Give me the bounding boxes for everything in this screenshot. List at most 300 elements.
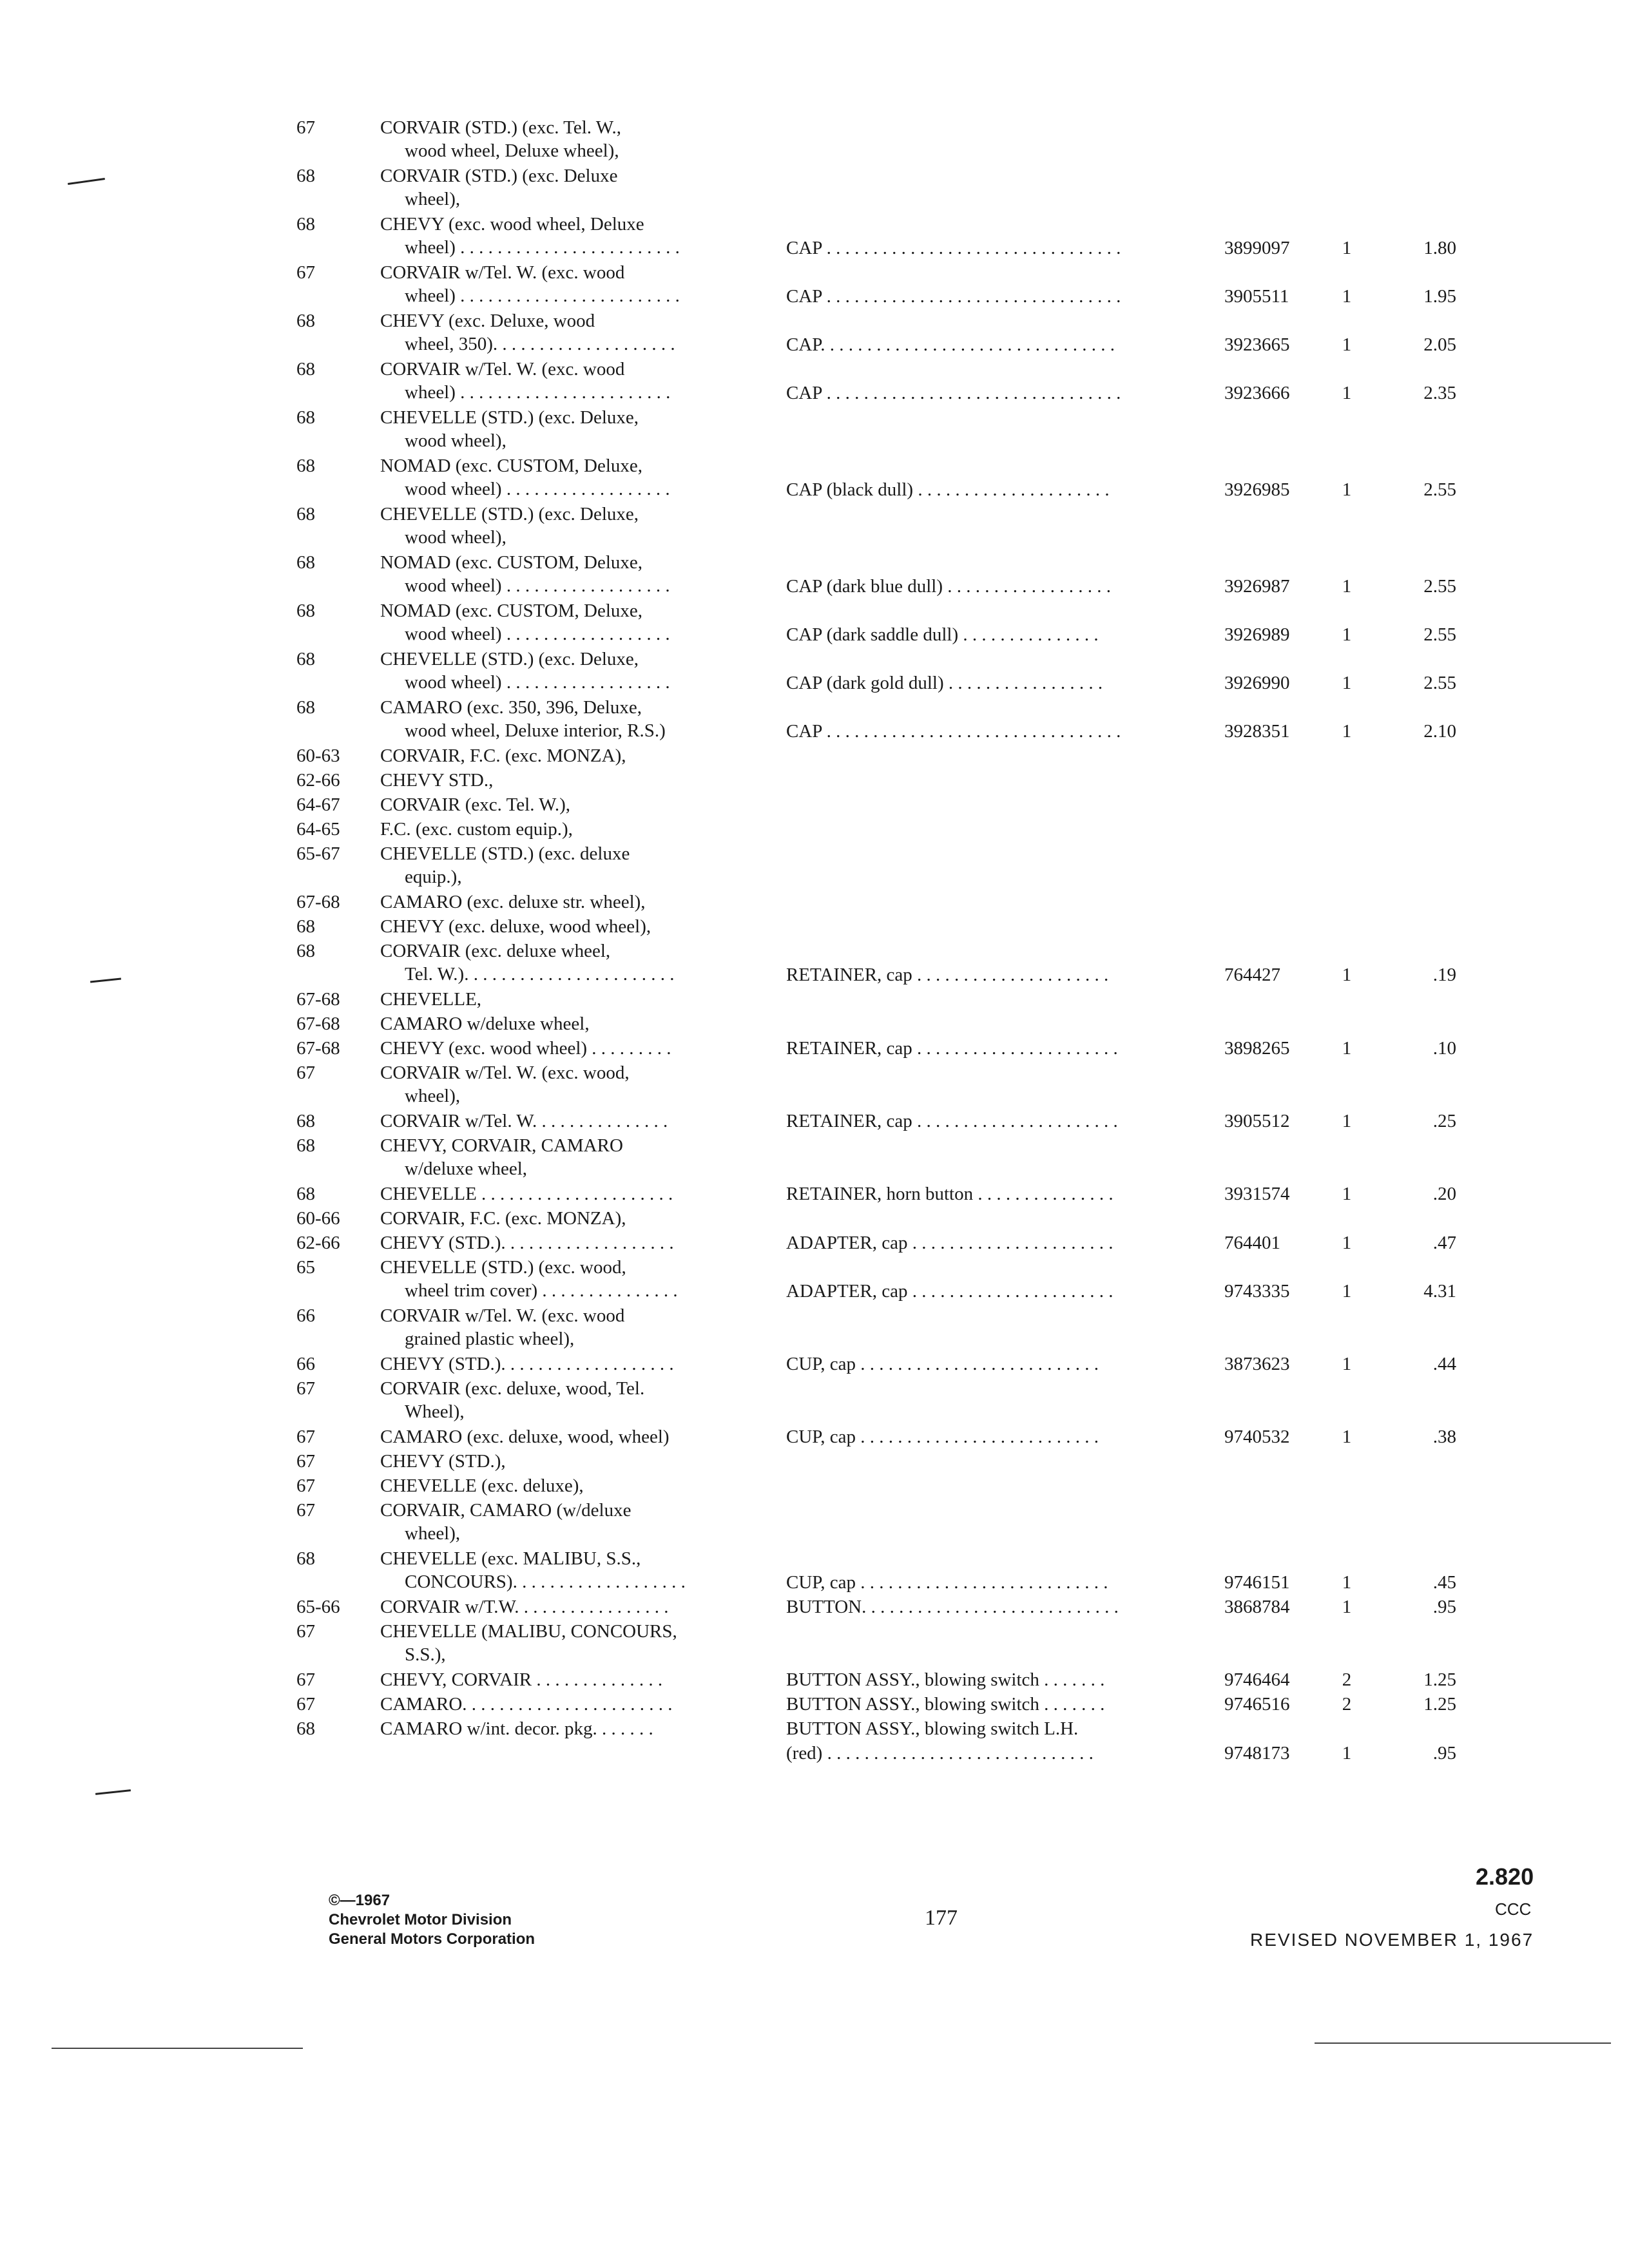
model-description <box>380 261 780 307</box>
parts-row <box>0 1742 1629 1765</box>
model-line: CHEVELLE, <box>380 989 482 1010</box>
parts-row <box>0 503 1629 550</box>
model-description <box>380 1231 780 1254</box>
parts-row <box>0 1012 1629 1036</box>
part-description: CAP (dark blue dull) . . . . . . . . . . . . . . . . . . <box>786 576 1111 597</box>
price: 1.95 <box>1423 286 1456 307</box>
part-number: 9746151 <box>1224 1572 1290 1593</box>
model-line: wheel) . . . . . . . . . . . . . . . . . . . . . . . <box>405 382 671 403</box>
quantity: 1 <box>1342 1572 1352 1593</box>
model-line: wood wheel) . . . . . . . . . . . . . . . . . . <box>405 624 670 644</box>
price: 2.35 <box>1423 383 1456 403</box>
model-line: CORVAIR (exc. deluxe wheel, <box>380 941 611 961</box>
model-line: NOMAD (exc. CUSTOM, Deluxe, <box>380 601 643 621</box>
part-number: 9740532 <box>1224 1427 1290 1447</box>
model-line: CHEVY (exc. deluxe, wood wheel), <box>380 916 651 937</box>
quantity: 1 <box>1342 286 1352 307</box>
part-description: BUTTON. . . . . . . . . . . . . . . . . . . . . . . . . . . . <box>786 1597 1119 1617</box>
model-line: CHEVELLE (STD.) (exc. Deluxe, <box>380 649 639 669</box>
parts-row <box>0 648 1629 695</box>
model-year: 65 <box>296 1257 315 1278</box>
parts-row <box>0 406 1629 454</box>
model-line: CHEVELLE (STD.) (exc. Deluxe, <box>380 504 639 524</box>
part-number: 3926987 <box>1224 576 1290 597</box>
model-line: CHEVELLE (STD.) (exc. wood, <box>380 1257 626 1278</box>
model-description <box>380 164 780 211</box>
model-year: 66 <box>296 1305 315 1326</box>
model-line: CHEVY (exc. wood wheel, Deluxe <box>380 214 644 235</box>
quantity: 1 <box>1342 624 1352 645</box>
model-description <box>380 648 780 694</box>
quantity: 1 <box>1342 1427 1352 1447</box>
model-line: wheel), <box>405 1523 461 1544</box>
parts-row <box>0 1693 1629 1716</box>
price: 2.10 <box>1423 721 1456 742</box>
model-year: 68 <box>296 1548 315 1569</box>
part-description: CUP, cap . . . . . . . . . . . . . . . . . . . . . . . . . . <box>786 1354 1099 1374</box>
model-year: 68 <box>296 166 315 186</box>
model-year: 68 <box>296 649 315 669</box>
model-line: wheel), <box>405 189 461 209</box>
part-number: 764401 <box>1224 1233 1280 1253</box>
model-line: CAMARO (exc. 350, 396, Deluxe, <box>380 697 642 718</box>
model-line: wood wheel) . . . . . . . . . . . . . . . . . . <box>405 575 670 596</box>
parts-row <box>0 213 1629 260</box>
quantity: 1 <box>1342 1281 1352 1302</box>
parts-row <box>0 939 1629 987</box>
price: .44 <box>1432 1354 1456 1374</box>
parts-row <box>0 1474 1629 1498</box>
model-description <box>380 1182 780 1206</box>
price: 2.55 <box>1423 673 1456 693</box>
model-line: CHEVY (exc. wood wheel) . . . . . . . . . <box>380 1038 671 1059</box>
quantity: 2 <box>1342 1669 1352 1690</box>
model-year: 68 <box>296 407 315 428</box>
parts-row <box>0 1425 1629 1449</box>
parts-row <box>0 1207 1629 1231</box>
model-description <box>380 1474 780 1497</box>
part-description: CAP . . . . . . . . . . . . . . . . . . . . . . . . . . . . . . . . <box>786 238 1121 258</box>
model-year: 67 <box>296 1694 315 1715</box>
model-year: 68 <box>296 552 315 573</box>
model-year: 68 <box>296 456 315 476</box>
quantity: 1 <box>1342 334 1352 355</box>
model-description <box>380 1256 780 1302</box>
model-description <box>380 1207 780 1230</box>
part-description: BUTTON ASSY., blowing switch . . . . . . . <box>786 1694 1105 1715</box>
parts-row <box>0 164 1629 212</box>
bottom-rule-left <box>52 2048 303 2049</box>
model-line: wood wheel), <box>405 527 506 548</box>
part-number: 9748173 <box>1224 1743 1290 1763</box>
parts-row <box>0 261 1629 309</box>
quantity: 2 <box>1342 1694 1352 1715</box>
price: .10 <box>1432 1038 1456 1059</box>
parts-row <box>0 454 1629 502</box>
model-year: 68 <box>296 311 315 331</box>
part-description: RETAINER, cap . . . . . . . . . . . . . . . . . . . . . . <box>786 1111 1118 1131</box>
part-description: CAP . . . . . . . . . . . . . . . . . . . . . . . . . . . . . . . . <box>786 721 1121 742</box>
model-year: 68 <box>296 359 315 380</box>
parts-row <box>0 696 1629 744</box>
model-line: CAMARO (exc. deluxe str. wheel), <box>380 892 646 912</box>
part-number: 3873623 <box>1224 1354 1290 1374</box>
model-line: CHEVELLE (STD.) (exc. Deluxe, <box>380 407 639 428</box>
price: .47 <box>1432 1233 1456 1253</box>
model-year: 68 <box>296 941 315 961</box>
model-line: F.C. (exc. custom equip.), <box>380 819 573 840</box>
price: 1.25 <box>1423 1694 1456 1715</box>
model-line: wheel), <box>405 1086 461 1106</box>
part-number: 3905511 <box>1224 286 1289 307</box>
model-year: 67 <box>296 1621 315 1642</box>
quantity: 1 <box>1342 965 1352 985</box>
parts-row <box>0 1717 1629 1741</box>
model-year: 67-68 <box>296 1014 340 1034</box>
model-line: CHEVY (STD.), <box>380 1451 506 1472</box>
parts-row <box>0 309 1629 357</box>
part-description: CUP, cap . . . . . . . . . . . . . . . . . . . . . . . . . . . <box>786 1572 1108 1593</box>
parts-row <box>0 890 1629 914</box>
price: .20 <box>1432 1184 1456 1204</box>
price: .25 <box>1432 1111 1456 1131</box>
parts-row <box>0 1595 1629 1619</box>
model-description <box>380 503 780 549</box>
model-year: 67-68 <box>296 1038 340 1059</box>
parts-row <box>0 1377 1629 1425</box>
quantity: 1 <box>1342 1354 1352 1374</box>
parts-row <box>0 769 1629 793</box>
part-number: 3868784 <box>1224 1597 1290 1617</box>
part-description: RETAINER, cap . . . . . . . . . . . . . . . . . . . . . <box>786 965 1109 985</box>
part-description: (red) . . . . . . . . . . . . . . . . . . . . . . . . . . . . . <box>786 1743 1094 1763</box>
quantity: 1 <box>1342 576 1352 597</box>
section-number: 2.820 <box>1476 1863 1534 1890</box>
model-year: 67 <box>296 1378 315 1399</box>
model-year: 66 <box>296 1354 315 1374</box>
model-description <box>380 890 780 914</box>
model-line: CHEVY (STD.). . . . . . . . . . . . . . . . . . . <box>380 1233 674 1253</box>
model-line: wood wheel) . . . . . . . . . . . . . . . . . . <box>405 672 670 693</box>
price: 2.55 <box>1423 576 1456 597</box>
parts-row <box>0 1547 1629 1595</box>
model-description <box>380 1134 780 1180</box>
parts-row <box>0 358 1629 405</box>
model-description <box>380 769 780 792</box>
quantity: 1 <box>1342 1743 1352 1763</box>
price: .95 <box>1432 1597 1456 1617</box>
price: 2.55 <box>1423 479 1456 500</box>
model-description <box>380 1377 780 1423</box>
part-description: CAP (dark gold dull) . . . . . . . . . . . . . . . . . <box>786 673 1103 693</box>
part-description: RETAINER, horn button . . . . . . . . . . . . . . . <box>786 1184 1113 1204</box>
model-line: CHEVELLE . . . . . . . . . . . . . . . . . . . . . <box>380 1184 673 1204</box>
model-line: CORVAIR w/Tel. W. . . . . . . . . . . . . . . <box>380 1111 668 1131</box>
model-year: 68 <box>296 1718 315 1739</box>
price: .95 <box>1432 1743 1456 1763</box>
part-number: 764427 <box>1224 965 1280 985</box>
model-line: Wheel), <box>405 1401 465 1422</box>
model-description <box>380 939 780 986</box>
part-description: ADAPTER, cap . . . . . . . . . . . . . . . . . . . . . . <box>786 1281 1113 1302</box>
model-description <box>380 1425 780 1448</box>
model-line: CHEVY, CORVAIR, CAMARO <box>380 1135 623 1156</box>
model-line: CAMARO w/int. decor. pkg. . . . . . . <box>380 1718 653 1739</box>
model-line: CHEVY (STD.). . . . . . . . . . . . . . . . . . . <box>380 1354 674 1374</box>
model-description <box>380 988 780 1011</box>
quantity: 1 <box>1342 1233 1352 1253</box>
parts-row <box>0 1110 1629 1133</box>
model-line: CORVAIR w/Tel. W. (exc. wood <box>380 1305 625 1326</box>
quantity: 1 <box>1342 383 1352 403</box>
model-year: 67 <box>296 1669 315 1690</box>
copyright-line: ©—1967 <box>329 1892 390 1909</box>
model-year: 67 <box>296 117 315 138</box>
model-description <box>380 1012 780 1035</box>
model-line: wheel trim cover) . . . . . . . . . . . . . . . <box>405 1280 678 1301</box>
model-description <box>380 1110 780 1133</box>
part-number: 9746464 <box>1224 1669 1290 1690</box>
model-description <box>380 1620 780 1666</box>
quantity: 1 <box>1342 1184 1352 1204</box>
parts-row <box>0 793 1629 817</box>
model-line: CORVAIR (exc. deluxe, wood, Tel. <box>380 1378 645 1399</box>
price: .19 <box>1432 965 1456 985</box>
model-line: CORVAIR, F.C. (exc. MONZA), <box>380 745 626 766</box>
model-line: w/deluxe wheel, <box>405 1158 528 1179</box>
model-description <box>380 1304 780 1350</box>
parts-row <box>0 988 1629 1012</box>
model-description <box>380 1595 780 1619</box>
model-line: wood wheel) . . . . . . . . . . . . . . . . . . <box>405 479 670 499</box>
model-description <box>380 1352 780 1376</box>
part-number: 3931574 <box>1224 1184 1290 1204</box>
model-line: wood wheel, Deluxe wheel), <box>405 140 619 161</box>
catalog-code: CCC <box>1495 1899 1532 1919</box>
copyright-block <box>329 1891 535 1949</box>
parts-row <box>0 818 1629 841</box>
model-year: 68 <box>296 1111 315 1131</box>
model-description <box>380 1037 780 1060</box>
model-description <box>380 793 780 816</box>
model-year: 64-67 <box>296 794 340 815</box>
model-year: 67 <box>296 1427 315 1447</box>
model-line: CAMARO. . . . . . . . . . . . . . . . . . . . . . . <box>380 1694 673 1715</box>
model-year: 62-66 <box>296 770 340 791</box>
binder-hole-mark <box>95 1789 131 1795</box>
quantity: 1 <box>1342 1597 1352 1617</box>
model-line: wheel, 350). . . . . . . . . . . . . . . . . . . . <box>405 334 675 354</box>
corporation-line: General Motors Corporation <box>329 1930 535 1948</box>
model-year: 68 <box>296 214 315 235</box>
parts-row <box>0 744 1629 768</box>
model-year: 67 <box>296 1062 315 1083</box>
model-line: wheel) . . . . . . . . . . . . . . . . . . . . . . . . <box>405 237 680 258</box>
quantity: 1 <box>1342 673 1352 693</box>
model-year: 67 <box>296 262 315 283</box>
parts-row <box>0 1450 1629 1474</box>
model-description <box>380 599 780 646</box>
model-description <box>380 551 780 597</box>
model-description <box>380 309 780 356</box>
price: 1.80 <box>1423 238 1456 258</box>
model-description <box>380 1450 780 1473</box>
part-description: CAP (black dull) . . . . . . . . . . . . . . . . . . . . . <box>786 479 1110 500</box>
model-line: CORVAIR, F.C. (exc. MONZA), <box>380 1208 626 1229</box>
parts-row <box>0 842 1629 890</box>
price: .45 <box>1432 1572 1456 1593</box>
model-description <box>380 915 780 938</box>
price: .38 <box>1432 1427 1456 1447</box>
quantity: 1 <box>1342 721 1352 742</box>
model-year: 62-66 <box>296 1233 340 1253</box>
model-line: NOMAD (exc. CUSTOM, Deluxe, <box>380 456 643 476</box>
quantity: 1 <box>1342 1111 1352 1131</box>
part-number: 9743335 <box>1224 1281 1290 1302</box>
model-description <box>380 1547 780 1593</box>
part-number: 3923666 <box>1224 383 1290 403</box>
quantity: 1 <box>1342 479 1352 500</box>
parts-row <box>0 1037 1629 1061</box>
price: 1.25 <box>1423 1669 1456 1690</box>
model-year: 67-68 <box>296 892 340 912</box>
model-line: CAMARO (exc. deluxe, wood, wheel) <box>380 1427 670 1447</box>
part-description: CAP (dark saddle dull) . . . . . . . . . . . . . . . <box>786 624 1099 645</box>
part-description: CUP, cap . . . . . . . . . . . . . . . . . . . . . . . . . . <box>786 1427 1099 1447</box>
part-number: 3898265 <box>1224 1038 1290 1059</box>
model-line: CHEVY STD., <box>380 770 494 791</box>
part-number: 3926985 <box>1224 479 1290 500</box>
revision-date: REVISED NOVEMBER 1, 1967 <box>1250 1930 1534 1950</box>
part-number: 3926990 <box>1224 673 1290 693</box>
price: 2.55 <box>1423 624 1456 645</box>
part-description: BUTTON ASSY., blowing switch L.H. <box>786 1718 1079 1739</box>
parts-row <box>0 1256 1629 1303</box>
price: 4.31 <box>1423 1281 1456 1302</box>
model-description <box>380 842 780 889</box>
quantity: 1 <box>1342 238 1352 258</box>
model-line: CORVAIR w/Tel. W. (exc. wood <box>380 262 625 283</box>
model-year: 65-66 <box>296 1597 340 1617</box>
model-description <box>380 1693 780 1716</box>
parts-row <box>0 551 1629 599</box>
model-line: CORVAIR (STD.) (exc. Tel. W., <box>380 117 621 138</box>
model-year: 65-67 <box>296 843 340 864</box>
parts-row <box>0 1304 1629 1352</box>
model-line: CHEVELLE (exc. MALIBU, S.S., <box>380 1548 641 1569</box>
model-line: wood wheel), <box>405 430 506 451</box>
model-description <box>380 358 780 404</box>
model-year: 67-68 <box>296 989 340 1010</box>
model-line: CORVAIR w/Tel. W. (exc. wood <box>380 359 625 380</box>
model-description <box>380 818 780 841</box>
model-line: CONCOURS). . . . . . . . . . . . . . . . . . . <box>405 1571 686 1592</box>
model-description <box>380 1717 780 1740</box>
parts-row <box>0 915 1629 939</box>
model-line: NOMAD (exc. CUSTOM, Deluxe, <box>380 552 643 573</box>
model-line: wheel) . . . . . . . . . . . . . . . . . . . . . . . . <box>405 285 680 306</box>
model-year: 68 <box>296 1135 315 1156</box>
model-line: CORVAIR w/Tel. W. (exc. wood, <box>380 1062 630 1083</box>
model-year: 64-65 <box>296 819 340 840</box>
part-number: 3923665 <box>1224 334 1290 355</box>
model-line: Tel. W.). . . . . . . . . . . . . . . . . . . . . . . <box>405 964 675 985</box>
model-line: CAMARO w/deluxe wheel, <box>380 1014 590 1034</box>
model-line: CORVAIR w/T.W. . . . . . . . . . . . . . . . . <box>380 1597 669 1617</box>
model-year: 68 <box>296 601 315 621</box>
model-description <box>380 1061 780 1108</box>
model-description <box>380 116 780 162</box>
model-line: CORVAIR, CAMARO (w/deluxe <box>380 1500 631 1521</box>
part-description: CAP . . . . . . . . . . . . . . . . . . . . . . . . . . . . . . . . <box>786 383 1121 403</box>
division-line: Chevrolet Motor Division <box>329 1911 512 1928</box>
part-number: 9746516 <box>1224 1694 1290 1715</box>
model-line: CORVAIR (STD.) (exc. Deluxe <box>380 166 618 186</box>
parts-row <box>0 1182 1629 1206</box>
model-line: CHEVELLE (STD.) (exc. deluxe <box>380 843 630 864</box>
model-line: S.S.), <box>405 1644 446 1665</box>
parts-row <box>0 1499 1629 1546</box>
model-year: 67 <box>296 1475 315 1496</box>
part-description: RETAINER, cap . . . . . . . . . . . . . . . . . . . . . . <box>786 1038 1118 1059</box>
model-description <box>380 1499 780 1545</box>
model-year: 67 <box>296 1500 315 1521</box>
parts-row <box>0 1620 1629 1667</box>
model-line: CHEVELLE (exc. deluxe), <box>380 1475 584 1496</box>
model-line: wood wheel, Deluxe interior, R.S.) <box>405 720 666 741</box>
parts-row <box>0 1668 1629 1692</box>
model-description <box>380 744 780 767</box>
price: 2.05 <box>1423 334 1456 355</box>
model-line: CHEVELLE (MALIBU, CONCOURS, <box>380 1621 677 1642</box>
parts-row <box>0 599 1629 647</box>
model-description <box>380 406 780 452</box>
part-number: 3899097 <box>1224 238 1290 258</box>
parts-row <box>0 1231 1629 1255</box>
part-description: CAP. . . . . . . . . . . . . . . . . . . . . . . . . . . . . . . . <box>786 334 1115 355</box>
parts-row <box>0 1061 1629 1109</box>
model-year: 60-63 <box>296 745 340 766</box>
model-year: 68 <box>296 504 315 524</box>
quantity: 1 <box>1342 1038 1352 1059</box>
bottom-rule-right <box>1315 2042 1611 2044</box>
parts-row <box>0 1352 1629 1376</box>
model-line: equip.), <box>405 867 462 887</box>
model-line: grained plastic wheel), <box>405 1329 575 1349</box>
model-line: CHEVY (exc. Deluxe, wood <box>380 311 595 331</box>
model-line: CORVAIR (exc. Tel. W.), <box>380 794 571 815</box>
model-year: 68 <box>296 697 315 718</box>
model-year: 60-66 <box>296 1208 340 1229</box>
part-description: ADAPTER, cap . . . . . . . . . . . . . . . . . . . . . . <box>786 1233 1113 1253</box>
part-number: 3905512 <box>1224 1111 1290 1131</box>
model-year: 67 <box>296 1451 315 1472</box>
model-year: 68 <box>296 916 315 937</box>
model-description <box>380 213 780 259</box>
part-number: 3926989 <box>1224 624 1290 645</box>
parts-row <box>0 116 1629 164</box>
model-description <box>380 696 780 742</box>
part-description: CAP . . . . . . . . . . . . . . . . . . . . . . . . . . . . . . . . <box>786 286 1121 307</box>
parts-row <box>0 1134 1629 1182</box>
model-year: 68 <box>296 1184 315 1204</box>
page-number: 177 <box>925 1906 958 1930</box>
part-number: 3928351 <box>1224 721 1290 742</box>
model-description <box>380 454 780 501</box>
model-line: CHEVY, CORVAIR . . . . . . . . . . . . . . <box>380 1669 663 1690</box>
part-description: BUTTON ASSY., blowing switch . . . . . . . <box>786 1669 1105 1690</box>
model-description <box>380 1668 780 1691</box>
